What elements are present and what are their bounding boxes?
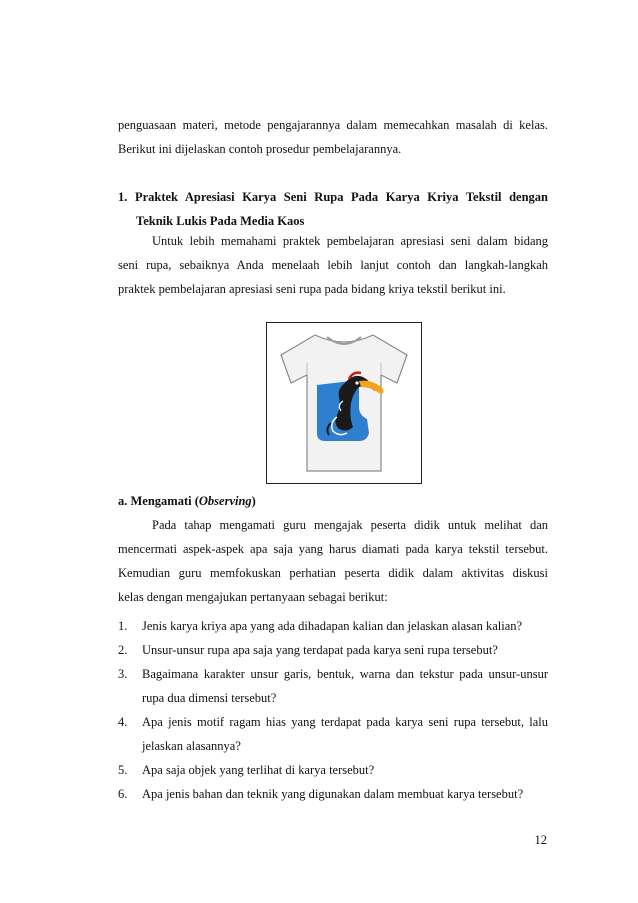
section-1-para-line-3: praktek pembelajaran apresiasi seni rupa pada bidang kriya tekstil berikut ini. (118, 282, 506, 296)
section-a-heading-suffix: ) (251, 494, 256, 508)
list-item-line: Apa jenis bahan dan teknik yang digunakan dalam membuat karya tersebut? (142, 787, 524, 801)
section-a-para-line-4: kelas dengan mengajukan pertanyaan sebagai berikut: (118, 590, 388, 604)
section-a-heading (118, 494, 548, 518)
section-a-para-line-3: Kemudian guru memfokuskan perhatian peserta didik dalam aktivitas diskusi (118, 566, 548, 580)
list-item-line: Unsur-unsur rupa apa saja yang terdapat pada karya seni rupa tersebut? (142, 643, 498, 657)
list-item-line: Jenis karya kriya apa yang ada dihadapan kalian dan jelaskan alasan kalian? (142, 619, 523, 633)
intro-paragraph (118, 118, 548, 166)
questions-list (118, 614, 548, 806)
list-item-number: 3. (118, 667, 128, 681)
section-1-heading (118, 190, 548, 238)
section-1-para-line-2: seni rupa, sebaiknya Anda menelaah lebih lanjut contoh dan langkah-langkah (118, 258, 548, 272)
list-item-line: Apa jenis motif ragam hias yang terdapat pada karya seni rupa tersebut, lalu (142, 715, 548, 729)
list-item (118, 782, 548, 806)
list-item (118, 614, 548, 638)
list-item-number: 5. (118, 763, 128, 777)
list-item-number: 2. (118, 643, 128, 657)
section-1-heading-line-2: Teknik Lukis Pada Media Kaos (136, 214, 305, 228)
list-item (118, 662, 548, 710)
section-a-paragraph (118, 518, 548, 614)
list-item-number: 4. (118, 715, 128, 729)
page-number: 12 (534, 833, 547, 847)
section-a-para-line-1: Pada tahap mengamati guru mengajak peserta didik untuk melihat dan (152, 518, 548, 532)
list-item-line: Apa saja objek yang terlihat di karya tersebut? (142, 763, 375, 777)
list-item-number: 1. (118, 619, 128, 633)
section-1-para-line-1: Untuk lebih memahami praktek pembelajaran apresiasi seni dalam bidang (152, 234, 548, 248)
section-1-paragraph (118, 234, 548, 306)
list-item-line: rupa dua dimensi tersebut? (142, 691, 277, 705)
list-item-number: 6. (118, 787, 128, 801)
section-a-heading-prefix: a. Mengamati ( (118, 494, 199, 508)
section-a-heading-italic: Observing (198, 494, 252, 508)
list-item (118, 710, 548, 758)
section-a-heading-line (118, 494, 548, 518)
section-a-para-line-2: mencermati aspek-aspek apa saja yang harus diamati pada karya tekstil tersebut. (118, 542, 548, 556)
tshirt-hornbill-icon (267, 323, 421, 483)
list-item (118, 758, 548, 782)
intro-line-2: Berikut ini dijelaskan contoh prosedur pembelajarannya. (118, 142, 402, 156)
tshirt-figure (266, 322, 422, 484)
section-1-heading-line-1: 1. Praktek Apresiasi Karya Seni Rupa Pada Karya Kriya Tekstil dengan (118, 190, 548, 204)
list-item-line: Bagaimana karakter unsur garis, bentuk, warna dan tekstur pada unsur-unsur (142, 667, 548, 681)
list-item (118, 638, 548, 662)
list-item-line: jelaskan alasannya? (142, 739, 241, 753)
intro-line-1: penguasaan materi, metode pengajarannya dalam memecahkan masalah di kelas. (118, 118, 548, 132)
